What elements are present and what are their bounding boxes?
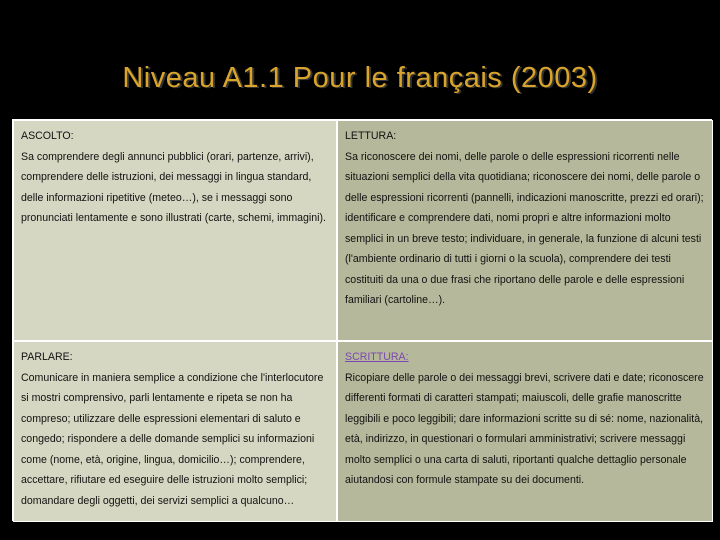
ascolto-text: Sa comprendere degli annunci pubblici (orari, partenze, arrivi), comprendere delle istruzioni, dei messaggi in lingua standard, delle informazioni ripetitive (meteo…), se i messaggi sono pronunciati lentamente e sono illustrati (carte, schemi, immagini). xyxy=(21,150,326,224)
cell-scrittura xyxy=(337,341,713,522)
lettura-heading: LETTURA: xyxy=(345,130,397,142)
cell-ascolto xyxy=(13,120,337,341)
lettura-text: Sa riconoscere dei nomi, delle parole o delle espressioni ricorrenti nelle situazioni semplici della vita quotidiana; riconoscere dei nomi, delle parole o delle espressioni ricorrenti (pannelli, indicazioni manoscritte, prezzi ed orari); identificare e comprendere dati, nomi propri e altre informazioni molto semplici in un breve testo; individuare, in generale, la funzione di alcuni testi (l'ambiente ordinario di tutti i giorni o la scuola), comprendere dei testi costituiti da una o due frasi che riportano delle parole e delle espressioni familiari (cartoline…). xyxy=(345,150,704,306)
scrittura-text: Ricopiare delle parole o dei messaggi brevi, scrivere dati e date; riconoscere differenti formati di caratteri stampati; maiuscoli, delle grafie manoscritte leggibili e poco leggibili; dare informazioni scritte su di sé: nome, nazionalità, età, indirizzo, in questionari o formulari amministrativi; scrivere messaggi molto semplici o una carta di saluti, riportanti qualche dettaglio personale aiutandosi con formule stampate su dei documenti. xyxy=(345,371,704,486)
parlare-text: Comunicare in maniera semplice a condizione che l'interlocutore si mostri comprensivo, parli lentamente e ripeta se non ha compreso; utilizzare delle espressioni elementari di saluto e congedo; rispondere a delle domande semplici su informazioni come (nome, età, origine, lingua, domicilio…); comprendere, accettare, rifiutare ed eseguire delle istruzioni molto semplici; domandare degli oggetti, dei servizi semplici a qualcuno… xyxy=(21,371,324,507)
cell-lettura xyxy=(337,120,713,341)
cell-parlare xyxy=(13,341,337,522)
parlare-heading: PARLARE: xyxy=(21,351,73,363)
ascolto-heading: ASCOLTO: xyxy=(21,130,74,142)
scrittura-heading-link[interactable]: SCRITTURA: xyxy=(345,351,409,363)
skills-table xyxy=(12,119,712,521)
slide-title: Niveau A1.1 Pour le français (2003) xyxy=(122,62,598,94)
